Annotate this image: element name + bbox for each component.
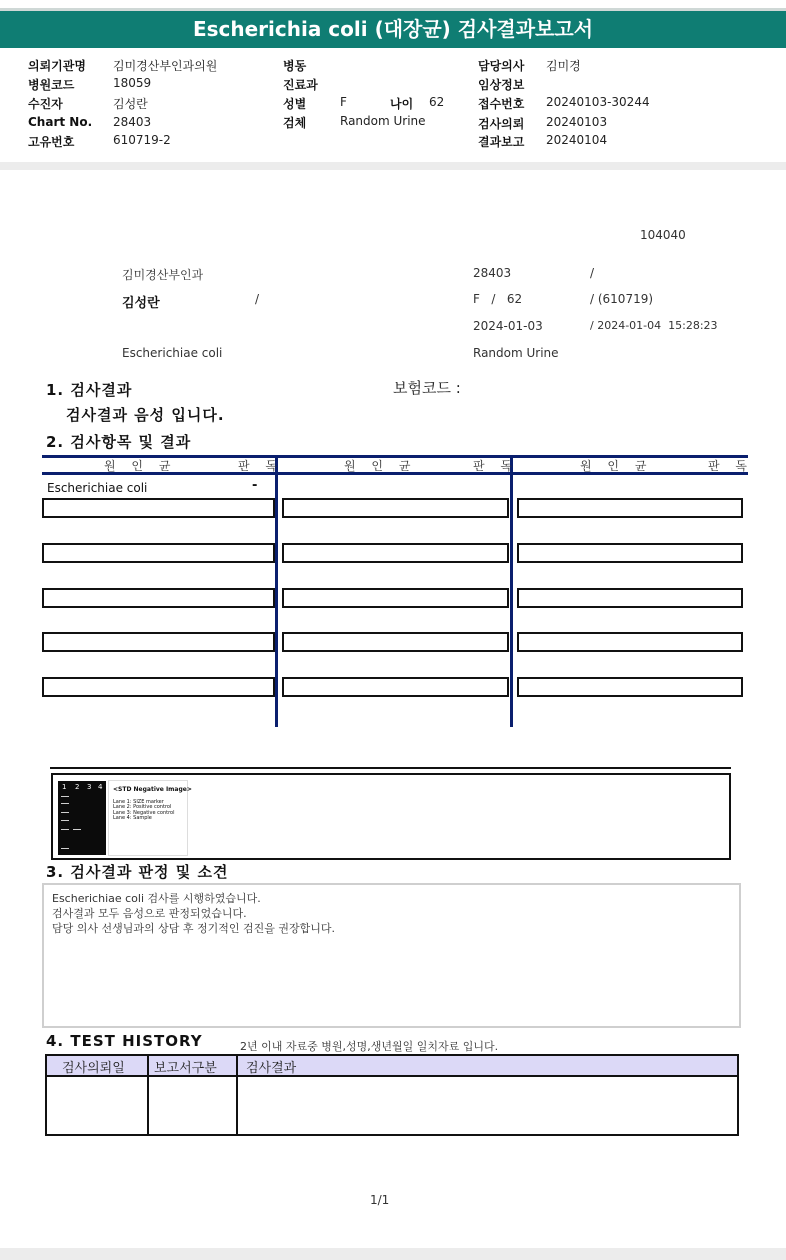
institution-value: 김미경산부인과의원 bbox=[113, 59, 218, 73]
age-value: 62 bbox=[429, 95, 445, 109]
result-box bbox=[42, 677, 275, 697]
insurance-code-label: 보험코드 : bbox=[393, 379, 461, 397]
chart-no-value: 28403 bbox=[113, 115, 152, 129]
gel-electrophoresis-image bbox=[58, 781, 106, 855]
unique-no-value: 610719-2 bbox=[113, 133, 171, 147]
result-box bbox=[42, 543, 275, 563]
clinical-info-label: 임상정보 bbox=[478, 78, 525, 92]
unique-no-label: 고유번호 bbox=[28, 135, 75, 149]
history-col-report-type: 보고서구분 bbox=[154, 1061, 217, 1076]
doctor-label: 담당의사 bbox=[478, 59, 525, 73]
section1-result: 검사결과 음성 입니다. bbox=[66, 406, 225, 424]
gel-band bbox=[61, 820, 69, 821]
gel-band bbox=[61, 848, 69, 849]
result-box bbox=[517, 588, 743, 608]
gel-band bbox=[61, 829, 69, 830]
patient-code: 104040 bbox=[640, 228, 686, 242]
col-judgement-2: 판 독 bbox=[473, 459, 518, 473]
patient-request-date: 2024-01-03 bbox=[473, 319, 543, 333]
hospital-code-value: 18059 bbox=[113, 76, 152, 90]
request-date-label: 검사의뢰 bbox=[478, 117, 525, 131]
col-organism-1: 원 인 균 bbox=[104, 459, 177, 473]
sex-value: F bbox=[340, 95, 347, 109]
result-organism: Escherichiae coli bbox=[47, 481, 148, 495]
gel-top-rule bbox=[50, 767, 731, 769]
lane-number: 4 bbox=[98, 783, 103, 791]
result-box bbox=[42, 498, 275, 518]
col-organism-2: 원 인 균 bbox=[344, 459, 417, 473]
section2-title: 2. 검사항목 및 결과 bbox=[46, 433, 192, 451]
results-grid-divider-1 bbox=[275, 455, 278, 727]
gel-band bbox=[73, 829, 81, 830]
history-table-header bbox=[47, 1056, 737, 1077]
sex-label: 성별 bbox=[283, 97, 307, 111]
chart-no-label: Chart No. bbox=[28, 115, 93, 129]
history-col-divider bbox=[236, 1054, 238, 1136]
gel-legend-line: Lane 3: Negative control bbox=[113, 810, 175, 816]
report-date-label: 결과보고 bbox=[478, 135, 525, 149]
doctor-value: 김미경 bbox=[546, 59, 581, 73]
ward-label: 병동 bbox=[283, 59, 307, 73]
result-box bbox=[517, 632, 743, 652]
institution-label: 의뢰기관명 bbox=[28, 59, 86, 73]
gel-band bbox=[61, 812, 69, 813]
department-label: 진료과 bbox=[283, 78, 318, 92]
result-box bbox=[282, 498, 509, 518]
receipt-no-label: 접수번호 bbox=[478, 97, 525, 111]
gel-legend-line: Lane 1: SIZE marker bbox=[113, 799, 164, 805]
examinee-value: 김성란 bbox=[113, 97, 148, 111]
history-col-result: 검사결과 bbox=[246, 1061, 297, 1076]
opinion-line: Escherichiae coli 검사를 시행하였습니다. bbox=[52, 892, 261, 905]
col-judgement-1: 판 독 bbox=[238, 459, 283, 473]
opinion-line: 담당 의사 선생님과의 상담 후 정기적인 검진을 권장합니다. bbox=[52, 922, 335, 935]
gel-legend-line: Lane 4: Sample bbox=[113, 815, 152, 821]
patient-report-datetime: / 2024-01-04 15:28:23 bbox=[590, 319, 718, 332]
gel-legend-line: Lane 2: Positive control bbox=[113, 804, 172, 810]
history-col-divider bbox=[147, 1054, 149, 1136]
report-date-value: 20240104 bbox=[546, 133, 608, 147]
patient-name: 김성란 bbox=[122, 296, 160, 311]
result-box bbox=[517, 498, 743, 518]
patient-slash-1: / bbox=[590, 266, 595, 280]
result-box bbox=[517, 677, 743, 697]
report-title-bar bbox=[0, 8, 786, 48]
section3-title: 3. 검사결과 판정 및 소견 bbox=[46, 863, 229, 881]
specimen-label: 검체 bbox=[283, 116, 307, 130]
result-box bbox=[42, 632, 275, 652]
history-col-request-date: 검사의뢰일 bbox=[62, 1061, 125, 1076]
section4-title: 4. TEST HISTORY bbox=[46, 1032, 203, 1050]
patient-institution: 김미경산부인과 bbox=[122, 268, 204, 282]
result-box bbox=[282, 632, 509, 652]
lane-number: 2 bbox=[75, 783, 80, 791]
patient-unique: / (610719) bbox=[590, 292, 654, 306]
gel-band bbox=[61, 803, 69, 804]
col-judgement-3: 판 독 bbox=[708, 459, 753, 473]
specimen-value: Random Urine bbox=[340, 114, 426, 128]
result-box bbox=[282, 588, 509, 608]
patient-slash-2: / bbox=[255, 292, 260, 306]
hospital-code-label: 병원코드 bbox=[28, 78, 75, 92]
footer-bar bbox=[0, 1248, 786, 1260]
age-label: 나이 bbox=[390, 97, 414, 111]
result-box bbox=[282, 543, 509, 563]
result-box bbox=[42, 588, 275, 608]
gel-legend-title: <STD Negative Image> bbox=[113, 786, 192, 793]
results-grid-divider-2 bbox=[510, 455, 513, 727]
result-judgement: - bbox=[252, 478, 258, 493]
result-box bbox=[282, 677, 509, 697]
opinion-line: 검사결과 모두 음성으로 판정되었습니다. bbox=[52, 907, 247, 920]
receipt-no-value: 20240103-30244 bbox=[546, 95, 650, 109]
patient-chart: 28403 bbox=[473, 266, 512, 280]
lane-number: 1 bbox=[62, 783, 67, 791]
report-title: Escherichia coli (대장균) 검사결과보고서 bbox=[192, 17, 594, 41]
col-organism-3: 원 인 균 bbox=[580, 459, 653, 473]
history-note: 2년 이내 자료중 병원,성명,생년월일 일치자료 입니다. bbox=[240, 1040, 499, 1053]
section1-title: 1. 검사결과 bbox=[46, 381, 133, 399]
patient-specimen: Random Urine bbox=[473, 346, 559, 360]
result-box bbox=[517, 543, 743, 563]
page-number: 1/1 bbox=[370, 1193, 390, 1207]
patient-test-name: Escherichiae coli bbox=[122, 346, 223, 360]
header-divider bbox=[0, 162, 786, 170]
lane-number: 3 bbox=[87, 783, 92, 791]
patient-sex-age: F / 62 bbox=[473, 292, 523, 306]
gel-band bbox=[61, 796, 69, 797]
request-date-value: 20240103 bbox=[546, 115, 608, 129]
examinee-label: 수진자 bbox=[28, 97, 63, 111]
